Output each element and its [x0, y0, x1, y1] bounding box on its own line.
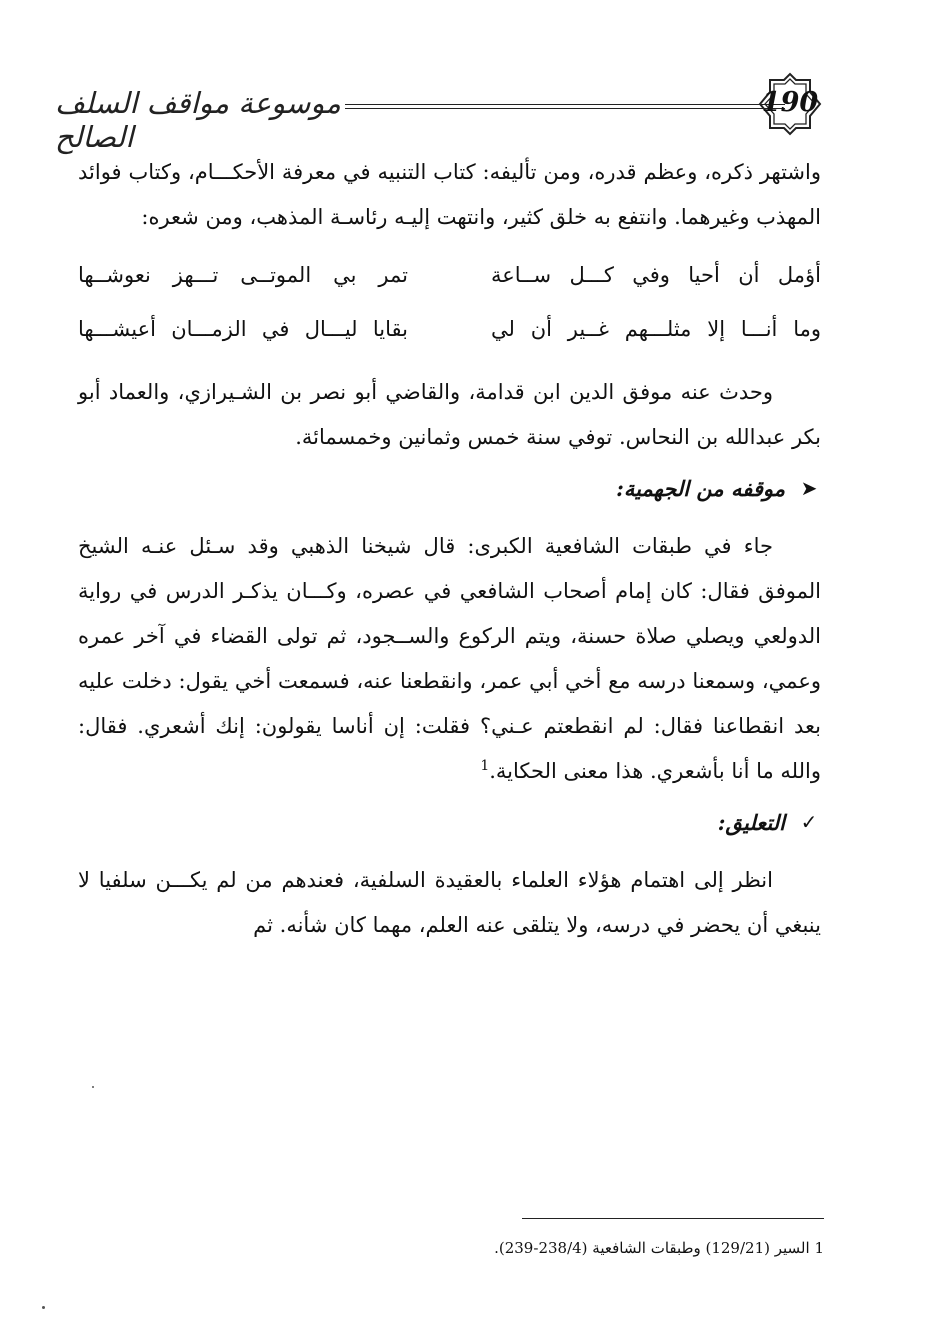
- header-rule: [345, 108, 785, 109]
- poem: [78, 248, 821, 356]
- paragraph-text: جاء في طبقات الشافعية الكبرى: قال شيخنا الذهبي وقد سـئل عنـه الشيخ الموفق فقال: كان إمام أصحاب الشافعي في عصره، وكـــان يذكـر الدرس في رواية الدولعي ويصلي صلاة حسنة، ويتم الركوع والســجود، ثم تولى القضاء في آخر عمره وعمي، وسمعنا درسه مع أخي أبي عمر، وانقطعنا عنه، فسمعت أخي يقول: دخلت عليه بعد انقطاعنا فقال: لم انقطعتم عـني؟ فقلت: إن أناسا يقولون: إنك أشعري. فقال: والله ما أنا بأشعري. هذا معنى الحكاية.: [78, 534, 821, 783]
- section-heading: [78, 796, 821, 848]
- poem-verse: [78, 302, 821, 356]
- paragraph: انظر إلى اهتمام هؤلاء العلماء بالعقيدة السلفية، فعندهم من لم يكـــن سلفيا لا ينبغي أن يحضر في درسه، ولا يتلقى عنه العلم، مهما كان شأنه. ثم: [78, 868, 821, 937]
- page-header: [55, 72, 830, 154]
- page-body: [78, 150, 821, 948]
- verse-second-hemistich: بقايا ليـــال في الزمـــان أعيشـــها: [78, 317, 408, 341]
- series-title: موسوعة مواقف السلف الصالح: [55, 86, 341, 154]
- footnote-number: 1: [814, 1239, 824, 1257]
- section-title: التعليق:: [717, 809, 785, 835]
- footnote-text: السير (129/21) وطبقات الشافعية (238/4-239).: [494, 1239, 810, 1257]
- arrow-bullet-icon: ➤: [800, 475, 818, 500]
- footnote: [420, 1236, 824, 1260]
- header-rule: [345, 104, 785, 105]
- verse-first-hemistich: وما أنـــا إلا مثلـــهم غــير أن لي: [491, 317, 821, 341]
- section-heading: [78, 462, 821, 514]
- check-bullet-icon: ✓: [800, 809, 818, 834]
- paragraph: وحدث عنه موفق الدين ابن قدامة، والقاضي أبو نصر بن الشـيرازي، والعماد أبو بكر عبدالله بن النحاس. توفي سنة خمس وثمانين وخمسمائة.: [78, 380, 821, 449]
- paragraph: واشتهر ذكره، وعظم قدره، ومن تأليفه: كتاب التنبيه في معرفة الأحكـــام، وكتاب فوائد المهذب وغيرهما. وانتفع به خلق كثير، وانتهت إليـه رئاسـة المذهب، ومن شعره:: [78, 160, 821, 229]
- scan-speck: [92, 1086, 94, 1088]
- footnote-ref[interactable]: 1: [480, 758, 490, 774]
- poem-verse: [78, 248, 821, 302]
- scan-speck: [42, 1306, 45, 1309]
- verse-first-hemistich: أؤمل أن أحيا وفي كـــل ســاعة: [491, 263, 821, 287]
- paragraph: [78, 524, 821, 794]
- verse-second-hemistich: تمر بي الموتــى تـــهز نعوشــها: [78, 263, 408, 287]
- section-title: موقفه من الجهمية:: [616, 475, 785, 501]
- footnote-separator: [522, 1218, 824, 1219]
- page-number: 190: [761, 87, 819, 118]
